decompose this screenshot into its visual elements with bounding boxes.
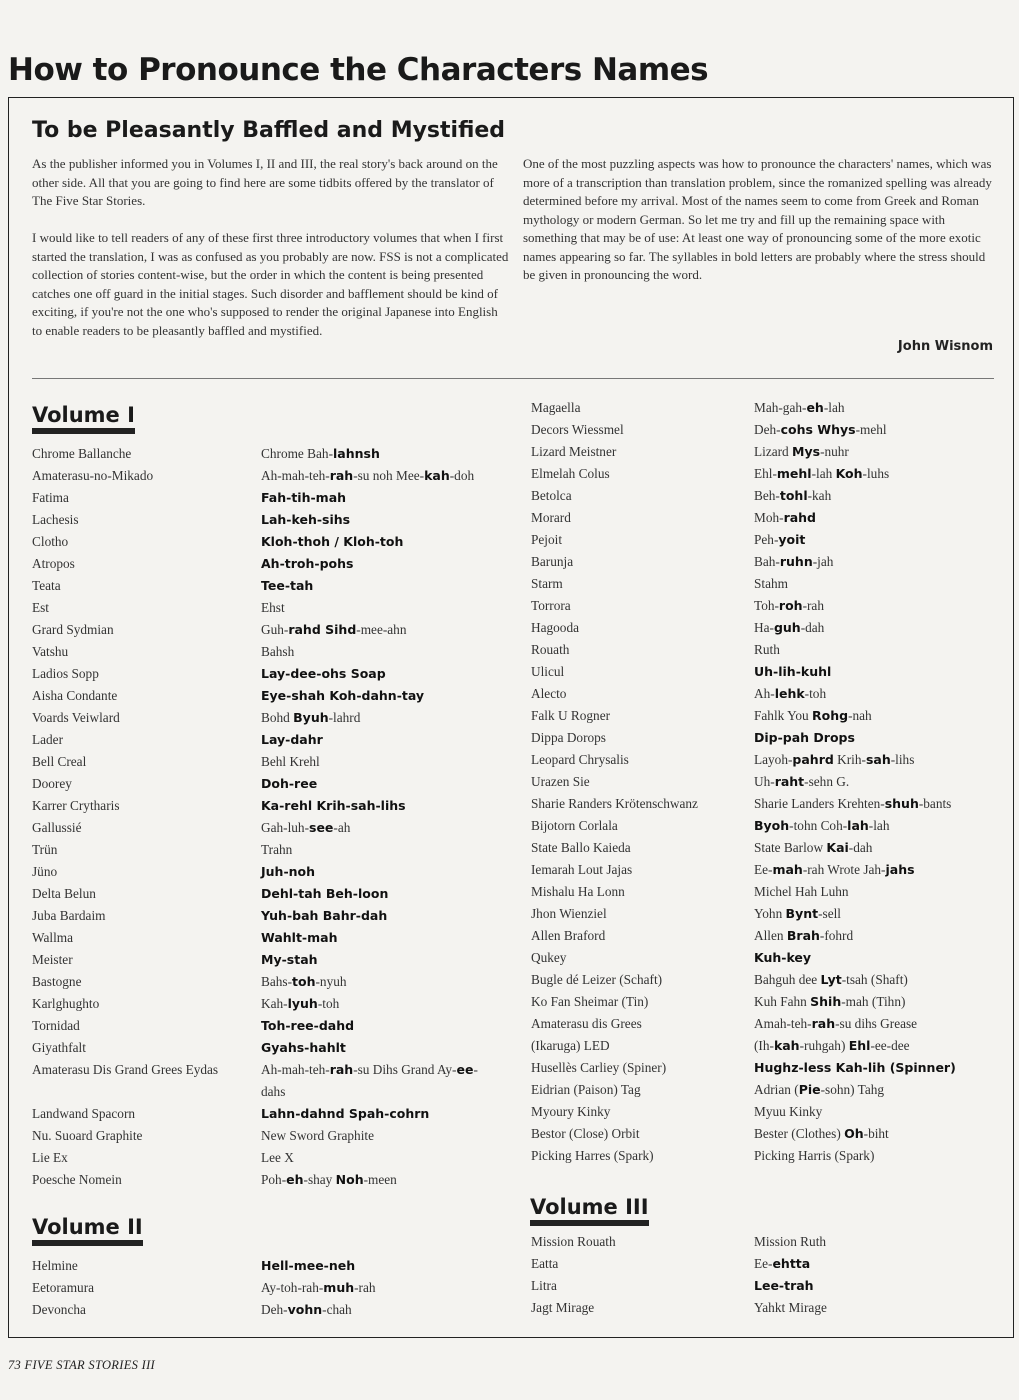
page-title: How to Pronounce the Characters Names	[8, 52, 709, 88]
pronunciation: Wahlt-mah	[261, 930, 338, 945]
pronunciation: Toh-roh-rah	[754, 598, 824, 613]
character-name: Aisha Condante	[32, 688, 118, 703]
pronunciation: Toh-ree-dahd	[261, 1018, 355, 1033]
pronunciation: Chrome Bah-lahnsh	[261, 446, 380, 461]
character-name: Alecto	[531, 686, 567, 701]
pronunciation: Lay-dahr	[261, 732, 323, 747]
pronunciation: Adrian (Pie-sohn) Tahg	[754, 1082, 885, 1097]
character-name: Lizard Meistner	[531, 444, 617, 459]
pronunciation: Bahs-toh-nyuh	[261, 974, 347, 989]
pronunciation: Ehl-mehl-lah Koh-luhs	[754, 466, 890, 481]
character-name: Bugle dé Leizer (Schaft)	[531, 972, 663, 987]
pronunciation: Kloh-thoh / Kloh-toh	[261, 534, 404, 549]
intro-right-column	[523, 155, 996, 303]
character-name: Rouath	[531, 642, 570, 657]
character-name: Doorey	[32, 776, 72, 791]
page-footer: 73 FIVE STAR STORIES III	[8, 1358, 155, 1372]
character-name: (Ikaruga) LED	[531, 1038, 610, 1053]
character-name: Iemarah Lout Jajas	[531, 862, 633, 877]
character-name: Karlghughto	[32, 996, 100, 1011]
pronunciation: Juh-noh	[261, 864, 316, 879]
character-name: Mission Rouath	[531, 1234, 616, 1249]
character-name: Voards Veiwlard	[32, 710, 120, 725]
character-name: Falk U Rogner	[531, 708, 611, 723]
character-name: Urazen Sie	[531, 774, 590, 789]
character-name: Helmine	[32, 1258, 78, 1273]
pronunciation: State Barlow Kai-dah	[754, 840, 873, 855]
character-name: Sharie Randers Krötenschwanz	[531, 796, 698, 811]
character-name: Eidrian (Paison) Tag	[531, 1082, 641, 1097]
character-name: Landwand Spacorn	[32, 1106, 136, 1121]
character-name: Myoury Kinky	[531, 1104, 611, 1119]
character-name: Gallussié	[32, 820, 82, 835]
pronunciation: Trahn	[261, 842, 293, 857]
character-name: Lader	[32, 732, 64, 747]
character-name: Juba Bardaim	[32, 908, 106, 923]
pronunciation: Ay-toh-rah-muh-rah	[261, 1280, 376, 1295]
pronunciation: Fahlk You Rohg-nah	[754, 708, 872, 723]
pronunciation: Doh-ree	[261, 776, 318, 791]
character-name: Hagooda	[531, 620, 579, 635]
pronunciation: Layoh-pahrd Krih-sah-lihs	[754, 752, 915, 767]
pronunciation: Dehl-tah Beh-loon	[261, 886, 389, 901]
pronunciation: Ee-ehtta	[754, 1256, 811, 1271]
pronunciation: Myuu Kinky	[754, 1104, 823, 1119]
pronunciation: Bester (Clothes) Oh-biht	[754, 1126, 889, 1141]
character-name: Eatta	[531, 1256, 559, 1271]
pronunciation: Gyahs-hahlt	[261, 1040, 346, 1055]
pronunciation: Ka-rehl Krih-sah-lihs	[261, 798, 406, 813]
pronunciation: Mah-gah-eh-lah	[754, 400, 845, 415]
character-name: Morard	[531, 510, 571, 525]
pronunciation: Kuh Fahn Shih-mah (Tihn)	[754, 994, 906, 1009]
pronunciation: Ee-mah-rah Wrote Jah-jahs	[754, 862, 915, 877]
character-name: Magaella	[531, 400, 581, 415]
pronunciation: Lah-keh-sihs	[261, 512, 351, 527]
pronunciation: Fah-tih-mah	[261, 490, 347, 505]
pronunciation: Moh-rahd	[754, 510, 817, 525]
character-name: Ladios Sopp	[32, 666, 99, 681]
pronunciation: Ha-guh-dah	[754, 620, 825, 635]
pronunciation: Deh-vohn-chah	[261, 1302, 352, 1317]
character-name: Karrer Crytharis	[32, 798, 120, 813]
character-name: Husellès Carliey (Spiner)	[531, 1060, 667, 1075]
pronunciation: Lee-trah	[754, 1278, 814, 1293]
pronunciation: Lizard Mys-nuhr	[754, 444, 849, 459]
pronunciation: Bahguh dee Lyt-tsah (Shaft)	[754, 972, 908, 987]
pronunciation: Poh-eh-shay Noh-meen	[261, 1172, 397, 1187]
pronunciation: Sharie Landers Krehten-shuh-bants	[754, 796, 952, 811]
character-name: Tornidad	[32, 1018, 80, 1033]
character-name: Amaterasu dis Grees	[531, 1016, 642, 1031]
intro-paragraph: As the publisher informed you in Volumes I, II and III, the real story's back around on the other side. All that you are going to find here are some tidbits offered by the translator of The Five Star Stories.	[32, 156, 498, 208]
character-name: Decors Wiessmel	[531, 422, 624, 437]
character-name: Lie Ex	[32, 1150, 68, 1165]
character-name: Litra	[531, 1278, 557, 1293]
pronunciation: Deh-cohs Whys-mehl	[754, 422, 887, 437]
pronunciation: Dip-pah Drops	[754, 730, 855, 745]
intro-paragraph: One of the most puzzling aspects was how to pronounce the characters' names, which was more of a transcription than translation problem, since the romanized spelling was already determined before my arrival. Most of the names seem to come from Greek and Roman mythology or modern German. So let me try and fill up the remaining space with something that may be of use: At least one way of pronouncing some of the more exotic names appearing so far. The syllables in bold letters are probably where the stress should be given in pronouncing the word.	[523, 156, 992, 282]
pronunciation: Beh-tohl-kah	[754, 488, 832, 503]
pronunciation: Bohd Byuh-lahrd	[261, 710, 361, 725]
pronunciation: Yuh-bah Bahr-dah	[261, 908, 388, 923]
volume-2-heading: Volume II	[32, 1214, 143, 1246]
pronunciation: Amah-teh-rah-su dihs Grease	[754, 1016, 918, 1031]
character-name: State Ballo Kaieda	[531, 840, 631, 855]
pronunciation: Kah-lyuh-toh	[261, 996, 340, 1011]
pronunciation: Ah-mah-teh-rah-su noh Mee-kah-doh	[261, 468, 475, 483]
pronunciation: Michel Hah Luhn	[754, 884, 849, 899]
pronunciation: Behl Krehl	[261, 754, 320, 769]
character-name: Nu. Suoard Graphite	[32, 1128, 143, 1143]
character-name: Bell Creal	[32, 754, 87, 769]
pronunciation-continued: dahs	[261, 1084, 286, 1099]
character-name: Delta Belun	[32, 886, 96, 901]
pronunciation: Guh-rahd Sihd-mee-ahn	[261, 622, 407, 637]
character-name: Atropos	[32, 556, 75, 571]
character-name: Poesche Nomein	[32, 1172, 122, 1187]
pronunciation: Gah-luh-see-ah	[261, 820, 351, 835]
pronunciation: Lahn-dahnd Spah-cohrn	[261, 1106, 430, 1121]
volume-3-heading: Volume III	[530, 1194, 649, 1226]
character-name: Qukey	[531, 950, 567, 965]
pronunciation: New Sword Graphite	[261, 1128, 374, 1143]
character-name: Jhon Wienziel	[531, 906, 607, 921]
character-name: Mishalu Ha Lonn	[531, 884, 625, 899]
pronunciation: Tee-tah	[261, 578, 314, 593]
pronunciation: Hughz-less Kah-lih (Spinner)	[754, 1060, 956, 1075]
pronunciation: Ehst	[261, 600, 285, 615]
character-name: Grard Sydmian	[32, 622, 114, 637]
pronunciation: Mission Ruth	[754, 1234, 827, 1249]
character-name: Giyathfalt	[32, 1040, 86, 1055]
pronunciation: Peh-yoit	[754, 532, 806, 547]
character-name: Est	[32, 600, 49, 615]
pronunciation: Hell-mee-neh	[261, 1258, 356, 1273]
character-name: Amaterasu Dis Grand Grees Eydas	[32, 1062, 219, 1077]
pronunciation: Ah-lehk-toh	[754, 686, 827, 701]
pronunciation: Bahsh	[261, 644, 295, 659]
character-name: Devoncha	[32, 1302, 86, 1317]
intro-paragraph: I would like to tell readers of any of these first three introductory volumes that when I first started the translation, I was as confused as you probably are now. FSS is not a complicated collection of stories content-wise, but the order in which the content is being presented catches one off guard in the initial stages. Such disorder and bafflement should be kind of exciting, if you're not the one who's supposed to render the original Japanese into English to enable readers to be pleasantly baffled and mystified.	[32, 230, 509, 338]
pronunciation: Ah-mah-teh-rah-su Dihs Grand Ay-ee-	[261, 1062, 478, 1077]
character-name: Trün	[32, 842, 58, 857]
pronunciation: Ah-troh-pohs	[261, 556, 354, 571]
character-name: Bastogne	[32, 974, 82, 989]
character-name: Pejoit	[531, 532, 563, 547]
character-name: Teata	[32, 578, 61, 593]
pronunciation: Lee X	[261, 1150, 294, 1165]
pronunciation: Eye-shah Koh-dahn-tay	[261, 688, 425, 703]
character-name: Starm	[531, 576, 563, 591]
character-name: Elmelah Colus	[531, 466, 610, 481]
pronunciation: Ruth	[754, 642, 780, 657]
character-name: Chrome Ballanche	[32, 446, 132, 461]
character-name: Clotho	[32, 534, 69, 549]
pronunciation: Lay-dee-ohs Soap	[261, 666, 386, 681]
intro-left-column	[32, 155, 510, 359]
character-name: Picking Harres (Spark)	[531, 1148, 654, 1163]
section-divider	[32, 378, 994, 379]
character-name: Vatshu	[32, 644, 69, 659]
character-name: Leopard Chrysalis	[531, 752, 629, 767]
subtitle: To be Pleasantly Baffled and Mystified	[32, 118, 506, 143]
character-name: Betolca	[531, 488, 572, 503]
character-name: Eetoramura	[32, 1280, 95, 1295]
author-signature: John Wisnom	[897, 339, 993, 354]
character-name: Ulicul	[531, 664, 565, 679]
pronunciation: Byoh-tohn Coh-lah-lah	[754, 818, 890, 833]
pronunciation: Yohn Bynt-sell	[754, 906, 842, 921]
character-name: Barunja	[531, 554, 574, 569]
character-name: Meister	[32, 952, 73, 967]
character-name: Ko Fan Sheimar (Tin)	[531, 994, 649, 1009]
character-name: Allen Braford	[531, 928, 606, 943]
pronunciation: Kuh-key	[754, 950, 812, 965]
character-name: Torrora	[531, 598, 571, 613]
character-name: Wallma	[32, 930, 74, 945]
character-name: Jagt Mirage	[531, 1300, 595, 1315]
pronunciation: Uh-raht-sehn G.	[754, 774, 850, 789]
character-name: Amaterasu-no-Mikado	[32, 468, 154, 483]
character-name: Lachesis	[32, 512, 79, 527]
character-name: Dippa Dorops	[531, 730, 606, 745]
character-name: Jüno	[32, 864, 58, 879]
character-name: Bijotorn Corlala	[531, 818, 618, 833]
pronunciation: Yahkt Mirage	[754, 1300, 827, 1315]
character-name: Fatima	[32, 490, 69, 505]
pronunciation: My-stah	[261, 952, 318, 967]
pronunciation: Bah-ruhn-jah	[754, 554, 834, 569]
pronunciation: Picking Harris (Spark)	[754, 1148, 875, 1163]
pronunciation: Uh-lih-kuhl	[754, 664, 832, 679]
volume-1-heading: Volume I	[32, 402, 135, 434]
pronunciation: Allen Brah-fohrd	[754, 928, 854, 943]
pronunciation: Stahm	[754, 576, 788, 591]
character-name: Bestor (Close) Orbit	[531, 1126, 640, 1141]
pronunciation: (Ih-kah-ruhgah) Ehl-ee-dee	[754, 1038, 910, 1053]
